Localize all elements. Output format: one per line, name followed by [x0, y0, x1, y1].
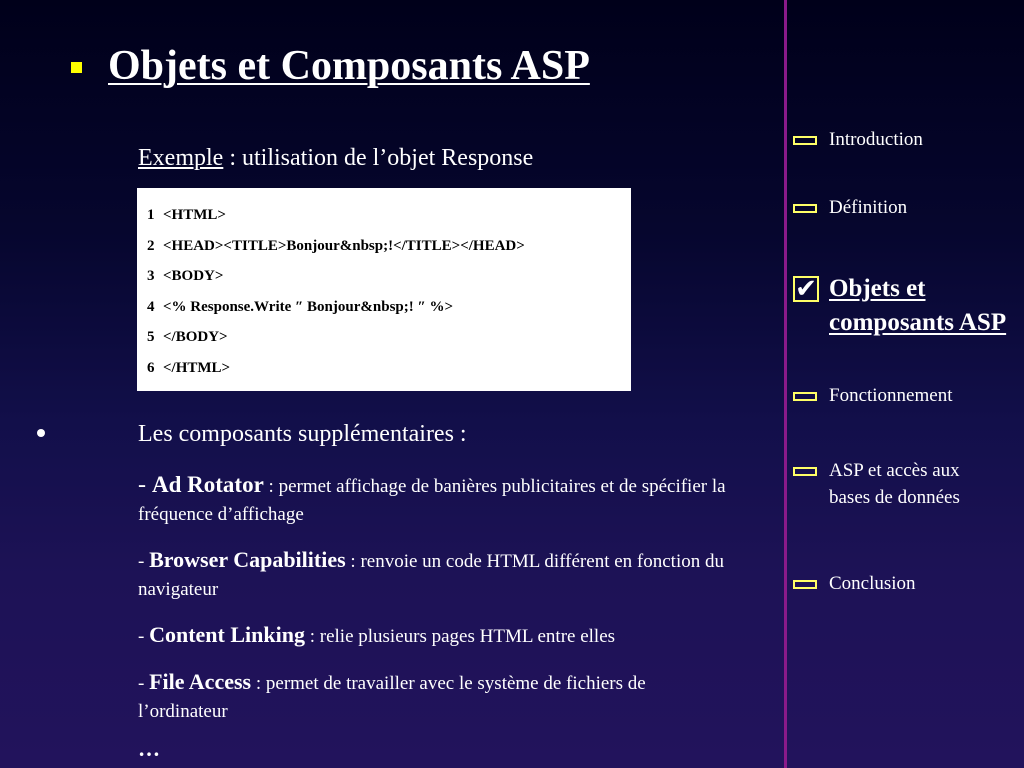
component-item — [138, 668, 738, 726]
nav-item-fonctionnement[interactable] — [793, 382, 952, 409]
code-line — [147, 261, 631, 292]
component-item — [138, 471, 738, 529]
component-name: Browser Capabilities — [149, 547, 346, 572]
code-line-text: </HTML> — [163, 359, 231, 376]
code-line-text: <HTML> — [163, 207, 226, 223]
more-ellipsis: … — [138, 736, 160, 761]
checked-box-icon: ✔ — [793, 276, 819, 302]
nav-label: Définition — [829, 197, 908, 218]
code-line-text: </BODY> — [163, 329, 228, 346]
example-label: Exemple — [138, 145, 224, 171]
nav-box-icon — [793, 467, 817, 476]
nav-box-icon — [793, 392, 817, 401]
components-heading: Les composants supplémentaires : — [138, 421, 467, 447]
component-desc: : relie plusieurs pages HTML entre elles — [304, 626, 616, 647]
nav-box-icon — [793, 204, 817, 213]
item-dash: - — [138, 551, 150, 572]
component-desc: : permet affichage de banières publicitaires et de spécifier la fréquence d’affichage — [138, 476, 726, 525]
code-line — [147, 231, 631, 262]
nav-label: Conclusion — [829, 573, 916, 594]
slide-title: Objets et Composants ASP — [108, 43, 590, 89]
component-desc: : renvoie un code HTML différent en fonction du navigateur — [138, 551, 724, 600]
vertical-divider — [784, 0, 787, 768]
bullet-dot-icon — [37, 429, 45, 437]
code-line-number: 2 — [147, 237, 155, 254]
component-name: File Access — [149, 669, 252, 694]
nav-label: Introduction — [829, 129, 923, 150]
nav-label: Fonctionnement — [829, 385, 953, 406]
code-line-number: 1 — [147, 207, 155, 223]
item-dash: - — [138, 673, 150, 694]
code-line — [147, 292, 631, 323]
code-line — [147, 353, 631, 384]
code-line — [147, 200, 631, 231]
component-name: Content Linking — [149, 622, 305, 647]
nav-item-introduction[interactable] — [793, 126, 923, 153]
code-line-number: 3 — [147, 268, 155, 285]
nav-label: ASP et accès aux bases de données — [829, 460, 960, 508]
nav-item-conclusion[interactable] — [793, 570, 916, 597]
component-item — [138, 546, 738, 604]
nav-box-icon — [793, 580, 817, 589]
item-dash: - — [138, 626, 150, 647]
code-line — [147, 322, 631, 353]
nav-item-asp-bases-donnees[interactable] — [793, 457, 999, 511]
nav-box-icon — [793, 136, 817, 145]
nav-label-active: Objets et composants ASP — [829, 275, 1007, 336]
example-text: : utilisation de l’objet Response — [223, 145, 534, 171]
component-desc: : permet de travailler avec le système de fichiers de l’ordinateur — [138, 673, 646, 722]
item-dash: - — [138, 472, 152, 498]
code-box — [137, 188, 631, 391]
title-bullet-icon — [71, 62, 82, 73]
component-name: Ad Rotator — [152, 472, 264, 497]
code-line-number: 6 — [147, 359, 155, 376]
code-line-number: 4 — [147, 298, 155, 315]
nav-item-objets-composants[interactable] — [793, 272, 1024, 340]
component-item — [138, 621, 738, 651]
code-line-text: <HEAD><TITLE>Bonjour&nbsp;!</TITLE></HEAD> — [163, 237, 525, 254]
example-caption — [138, 143, 533, 173]
code-line-text: <BODY> — [163, 268, 224, 285]
nav-item-definition[interactable] — [793, 194, 907, 221]
components-list — [138, 471, 738, 763]
code-line-number: 5 — [147, 329, 155, 346]
code-line-text: <% Response.Write ″ Bonjour&nbsp;! ″ %> — [163, 298, 454, 315]
